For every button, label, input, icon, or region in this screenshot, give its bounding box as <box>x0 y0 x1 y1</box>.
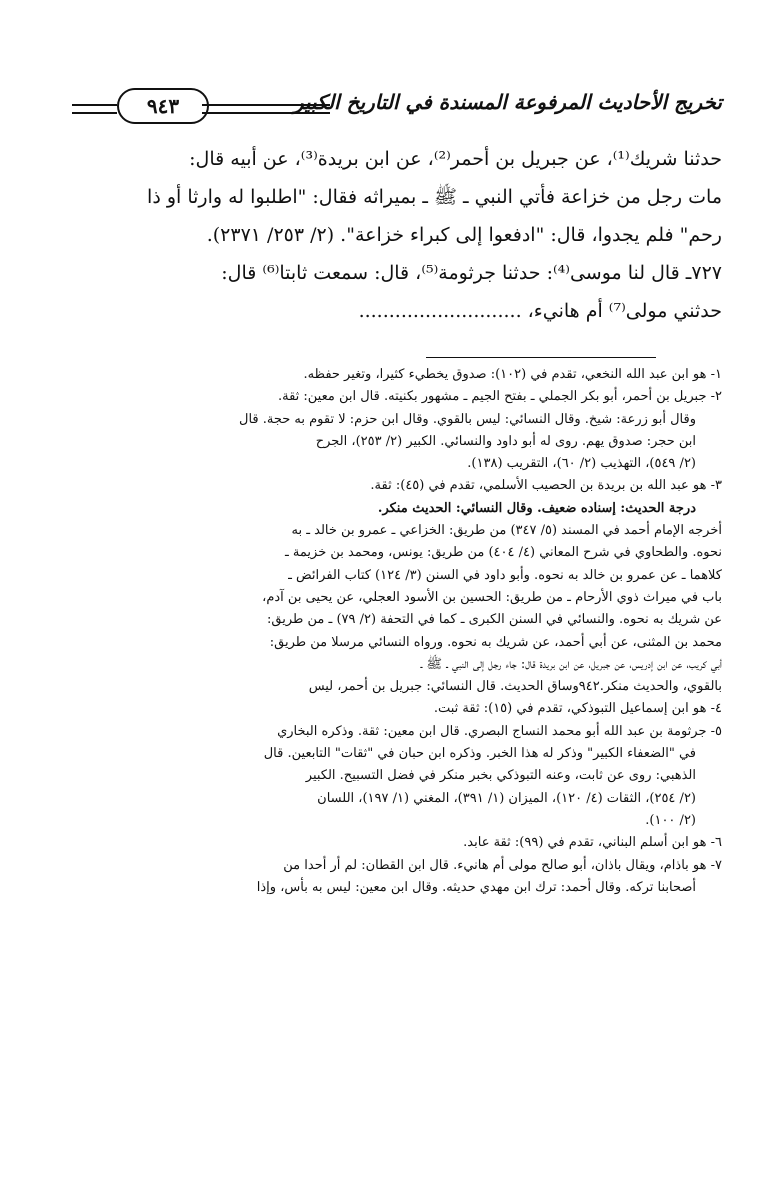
footnote-7-line: أصحابنا تركه. وقال أحمد: ترك ابن مهدي حديثه. وقال ابن معين: ليس به بأس، وإذا <box>256 879 696 895</box>
footnote-5: ٥- جرثومة بن عبد الله أبو محمد النساج البصري. قال ابن معين: ثقة. وذكره البخاري <box>277 723 722 739</box>
footnote-divider <box>426 357 656 358</box>
footnote-6: ٦- هو ابن أسلم البناني، تقدم في (٩٩): ثقة عابد. <box>463 835 722 851</box>
running-title: تخريج الأحاديث المرفوعة المسندة في التاريخ الكبير <box>293 90 722 114</box>
main-line: حدثني مولى⁽⁷⁾ أم هانيء، ........................... <box>358 300 722 322</box>
footnote-5-line: (٢/ ٢٥٤)، الثقات (٤/ ١٢٠)، الميزان (١/ ٣٩١)، المغني (١/ ١٩٧)، اللسان <box>317 790 696 806</box>
main-line: ٧٢٧ـ قال لنا موسى⁽⁴⁾: حدثنا جرثومة⁽⁵⁾، قال: سمعت ثابتا⁽⁶⁾ قال: <box>221 262 722 284</box>
takhrij-line: أبي كريب، عن ابن إدريس، عن جبريل، عن ابن بريدة قال: جاء رجل إلى النبي ـ ﷺ ـ <box>420 656 722 672</box>
footnote-5-line: في "الضعفاء الكبير" وذكر له هذا الخبر. وذكره ابن حبان في "ثقات" التابعين. قال <box>263 746 696 762</box>
page-header <box>72 84 722 128</box>
main-text <box>72 140 722 330</box>
footnote-2-line: (٢/ ٥٤٩)، التهذيب (٢/ ٦٠)، التقريب (١٣٨). <box>467 456 696 472</box>
page-number: ٩٤٣ <box>117 88 209 124</box>
hadith-grade: درجة الحديث: إسناده ضعيف. وقال النسائي: الحديث منكر. <box>377 500 696 516</box>
footnote-2-line: وقال أبو زرعة: شيخ. وقال النسائي: ليس بالقوي. وقال ابن حزم: لا تقوم به حجة. قال <box>239 411 696 427</box>
footnote-1: ١- هو ابن عبد الله النخعي، تقدم في (١٠٢): صدوق يخطيء كثيرا، وتغير حفظه. <box>303 367 722 382</box>
header-rule <box>202 104 330 114</box>
footnote-4: ٤- هو ابن إسماعيل التبوذكي، تقدم في (١٥): ثقة ثبت. <box>433 701 722 717</box>
footnote-5-line: الذهبي: روى عن ثابت، وعنه التبوذكي بخبر منكر في فضل التسبيح. الكبير <box>305 768 696 784</box>
footnote-2-line: ابن حجر: صدوق يهم. روى له أبو داود والنسائي. الكبير (٢/ ٢٥٣)، الجرح <box>315 433 696 449</box>
header-rule-left <box>72 104 117 114</box>
takhrij-line: محمد بن المثنى، عن أبي أحمد، عن شريك به نحوه. ورواه النسائي مرسلا من طريق: <box>269 634 722 650</box>
main-line: حدثنا شريك⁽¹⁾، عن جبريل بن أحمر⁽²⁾، عن ابن بريدة⁽³⁾، عن أبيه قال: <box>189 148 722 170</box>
footnote-5-line: (٢/ ١٠٠). <box>645 812 696 828</box>
takhrij-line: نحوه. والطحاوي في شرح المعاني (٤/ ٤٠٤) من طريق: يونس، ومحمد بن خزيمة ـ <box>284 545 722 561</box>
footnote-7: ٧- هو باذام، ويقال باذان، أبو صالح مولى أم هانيء. قال ابن القطان: لم أر أحدا من <box>283 857 722 873</box>
takhrij-line: بالقوي، والحديث منكر.٩٤٢وساق الحديث. قال النسائي: جبريل بن أحمر، ليس <box>308 679 722 695</box>
footnote-3: ٣- هو عبد الله بن بريدة بن الحصيب الأسلمي، تقدم في (٤٥): ثقة. <box>370 478 722 494</box>
takhrij-line: أخرجه الإمام أحمد في المسند (٥/ ٣٤٧) من طريق: الخزاعي ـ عمرو بن خالد ـ به <box>291 523 722 539</box>
takhrij-line: عن شريك به نحوه. والنسائي في السنن الكبرى ـ كما في التحفة (٢/ ٧٩) ـ من طريق: <box>267 612 722 628</box>
takhrij-line: باب في ميراث ذوي الأرحام ـ من طريق: الحسين بن الأسود العجلي، عن يحيى بن آدم، <box>262 589 722 605</box>
footnote-2: ٢- جبريل بن أحمر، أبو بكر الجملي ـ بفتح الجيم ـ مشهور بكنيته. قال ابن معين: ثقة. <box>277 389 722 405</box>
footnotes <box>72 364 722 899</box>
main-line: مات رجل من خزاعة فأتي النبي ـ ﷺ ـ بميراثه فقال: "اطلبوا له وارثا أو ذا <box>147 186 722 208</box>
main-line: رحم" فلم يجدوا، قال: "ادفعوا إلى كبراء خزاعة". (٢/ ٢٥٣/ ٢٣٧١). <box>206 224 722 246</box>
takhrij-line: كلاهما ـ عن عمرو بن خالد به نحوه. وأبو داود في السنن (٣/ ١٢٤) كتاب الفرائض ـ <box>288 567 722 583</box>
